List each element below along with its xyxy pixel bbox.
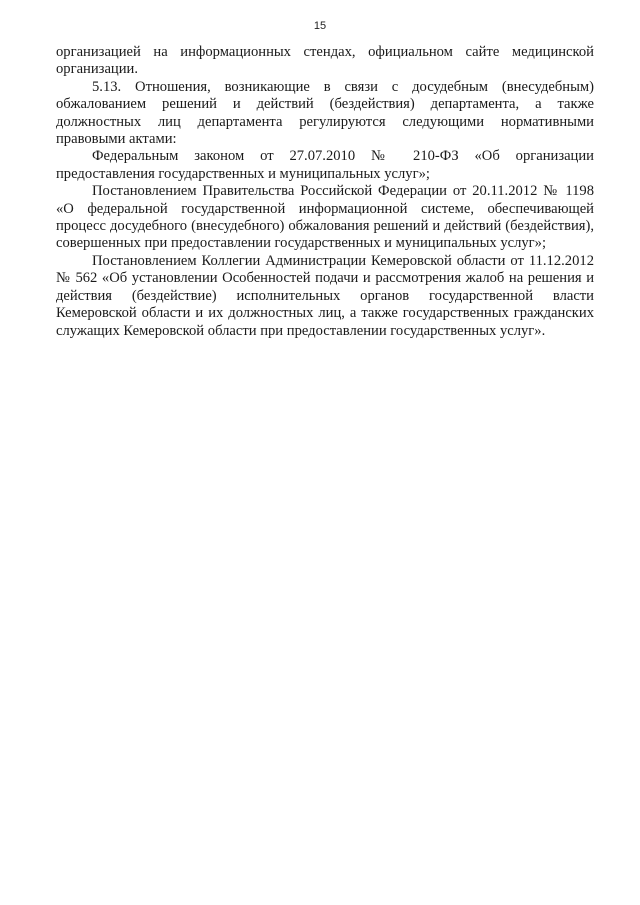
document-body	[56, 44, 594, 340]
paragraph-section-5-13: 5.13. Отношения, возникающие в связи с досудебным (внесудебным) обжалованием решений и действий (бездействия) департамента, а также должностных лиц департамента регулируются следующими нормативными правовыми актами:	[56, 78, 594, 148]
page-number: 15	[313, 20, 327, 32]
paragraph-continuation: организацией на информационных стендах, официальном сайте медицинской организации.	[56, 44, 594, 78]
paragraph-federal-law: Федеральным законом от 27.07.2010 № 210-ФЗ «Об организации предоставления государственных и муниципальных услуг»;	[56, 148, 594, 182]
paragraph-regional-resolution: Постановлением Коллегии Администрации Кемеровской области от 11.12.2012 № 562 «Об установлении Особенностей подачи и рассмотрения жалоб на решения и действия (бездействие) исполнительных органов государственной власти Кемеровской области и их должностных лиц, а также государственных гражданских служащих Кемеровской области при предоставлении государственных услуг».	[56, 252, 594, 339]
paragraph-government-resolution: Постановлением Правительства Российской Федерации от 20.11.2012 № 1198 «О федеральной государственной информационной системе, обеспечивающей процесс досудебного (внесудебного) обжалования решений и действий (бездействия), совершенных при предоставлении государственных и муниципальных услуг»;	[56, 183, 594, 252]
